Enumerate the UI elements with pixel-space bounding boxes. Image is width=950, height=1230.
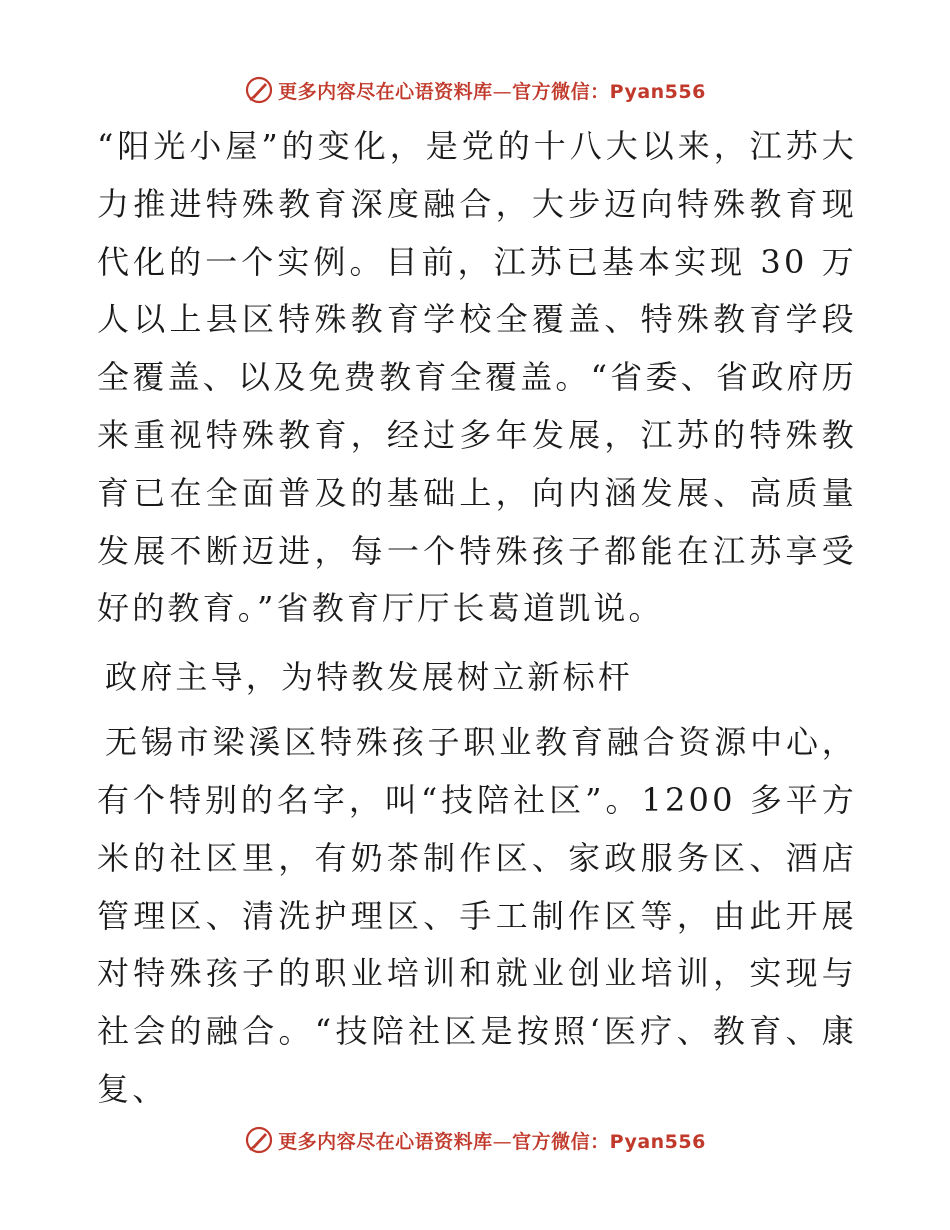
watermark-wechat: 官方微信：Pyan556 bbox=[512, 1130, 706, 1153]
article-body bbox=[97, 118, 857, 1119]
section-heading: 政府主导，为特教发展树立新标杆 bbox=[105, 658, 634, 697]
quill-logo-icon bbox=[244, 75, 274, 105]
watermark-footer bbox=[0, 1120, 950, 1160]
paragraph-2-rest: 有个特别的名字，叫“技陪社区”。1200 多平方米的社区里，有奶茶制作区、家政服务区、酒店管理区、清洗护理区、手工制作区等，由此开展对特殊孩子的职业培训和就业创业培训，实现与社会的融合。“技陪社区是按照‘医疗、教育、康复、 bbox=[97, 780, 857, 1108]
watermark-text bbox=[278, 77, 706, 104]
watermark-site-name: 更多内容尽在心语资料库 bbox=[278, 80, 493, 103]
article-paragraph-1: “阳光小屋”的变化，是党的十八大以来，江苏大力推进特殊教育深度融合，大步迈向特殊教育现代化的一个实例。目前，江苏已基本实现 30 万人以上县区特殊教育学校全覆盖、特殊教育学段全覆盖、以及免费教育全覆盖。“省委、省政府历来重视特殊教育，经过多年发展，江苏的特殊教育已在全面普及的基础上，向内涵发展、高质量发展不断迈进，每一个特殊孩子都能在江苏享受好的教育。”省教育厅厅长葛道凯说。 bbox=[97, 127, 857, 628]
watermark-separator: — bbox=[492, 80, 513, 103]
watermark-site-name: 更多内容尽在心语资料库 bbox=[278, 1130, 493, 1153]
watermark-header bbox=[0, 70, 950, 110]
quill-logo-icon bbox=[244, 1125, 274, 1155]
watermark-wechat: 官方微信：Pyan556 bbox=[512, 80, 706, 103]
watermark-text bbox=[278, 1127, 706, 1154]
article-paragraph-2 bbox=[97, 714, 857, 1119]
watermark-separator: — bbox=[492, 1130, 513, 1153]
paragraph-2-lead: 无锡市梁溪区特殊孩子职业教育融合资源中心， bbox=[105, 723, 857, 762]
